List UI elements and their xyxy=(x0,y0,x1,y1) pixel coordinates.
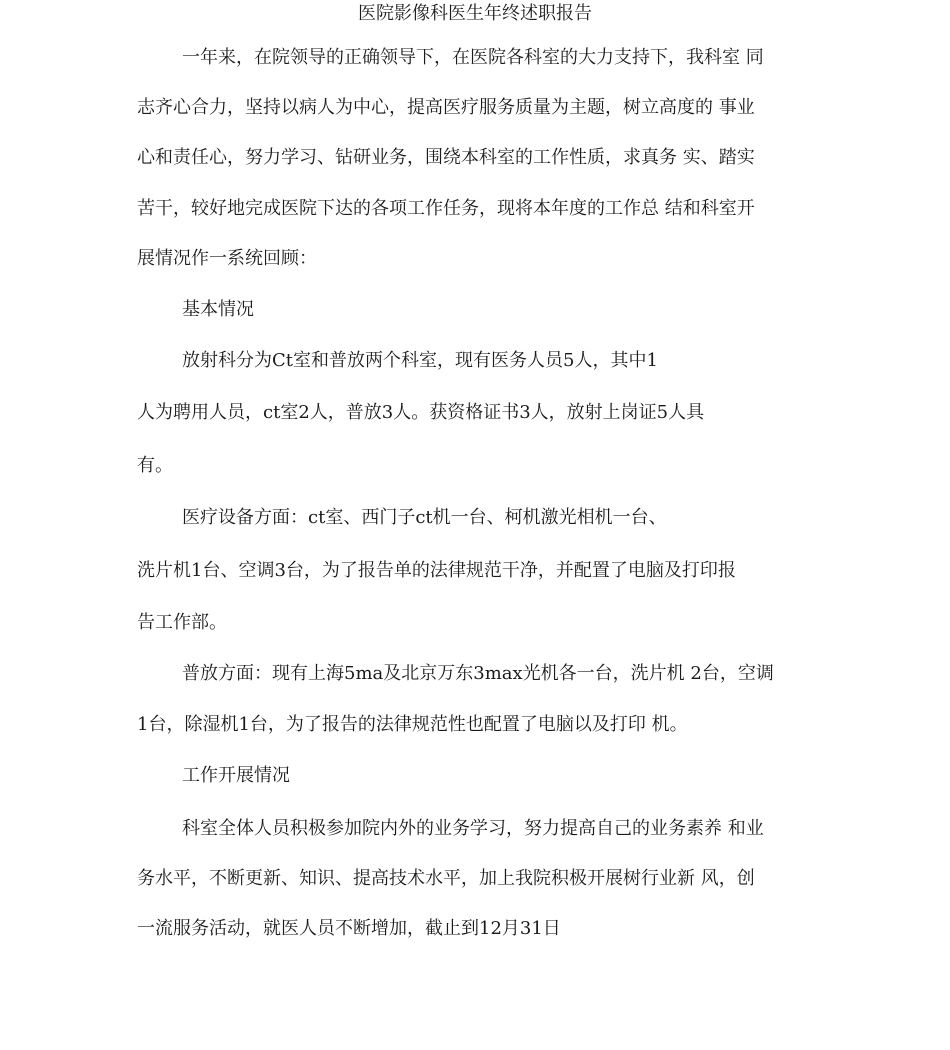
paragraph-line: 1台，除湿机1台，为了报告的法律规范性也配置了电脑以及打印 机。 xyxy=(137,714,688,735)
paragraph-line: 苦干，较好地完成医院下达的各项工作任务，现将本年度的工作总 结和科室开 xyxy=(137,198,755,219)
section-heading: 工作开展情况 xyxy=(182,765,290,786)
paragraph-line: 一年来，在院领导的正确领导下，在医院各科室的大力支持下，我科室 同 xyxy=(182,47,764,68)
paragraph-line: 人为聘用人员，ct室2人，普放3人。获资格证书3人，放射上岗证5人具 xyxy=(137,402,705,423)
page-title: 医院影像科医生年终述职报告 xyxy=(358,3,592,24)
paragraph-line: 洗片机1台、空调3台，为了报告单的法律规范干净，并配置了电脑及打印报 xyxy=(137,560,736,581)
paragraph-line: 务水平，不断更新、知识、提高技术水平，加上我院积极开展树行业新 风，创 xyxy=(137,868,755,889)
paragraph-line: 科室全体人员积极参加院内外的业务学习，努力提高自己的业务素养 和业 xyxy=(182,818,764,839)
paragraph-line: 有。 xyxy=(137,455,173,476)
paragraph-line: 放射科分为Ct室和普放两个科室，现有医务人员5人，其中1 xyxy=(182,350,658,371)
paragraph-line: 志齐心合力，坚持以病人为中心，提高医疗服务质量为主题，树立高度的 事业 xyxy=(137,97,755,118)
paragraph-line: 一流服务活动，就医人员不断增加，截止到12月31日 xyxy=(137,918,561,939)
section-heading: 基本情况 xyxy=(182,299,254,320)
paragraph-line: 心和责任心，努力学习、钻研业务，围绕本科室的工作性质，求真务 实、踏实 xyxy=(137,147,755,168)
paragraph-line: 普放方面：现有上海5ma及北京万东3max光机各一台，洗片机 2台，空调 xyxy=(182,663,774,684)
paragraph-line: 展情况作一系统回顾： xyxy=(137,248,317,269)
paragraph-line: 医疗设备方面：ct室、西门子ct机一台、柯机激光相机一台、 xyxy=(182,507,667,528)
paragraph-line: 告工作部。 xyxy=(137,612,227,633)
